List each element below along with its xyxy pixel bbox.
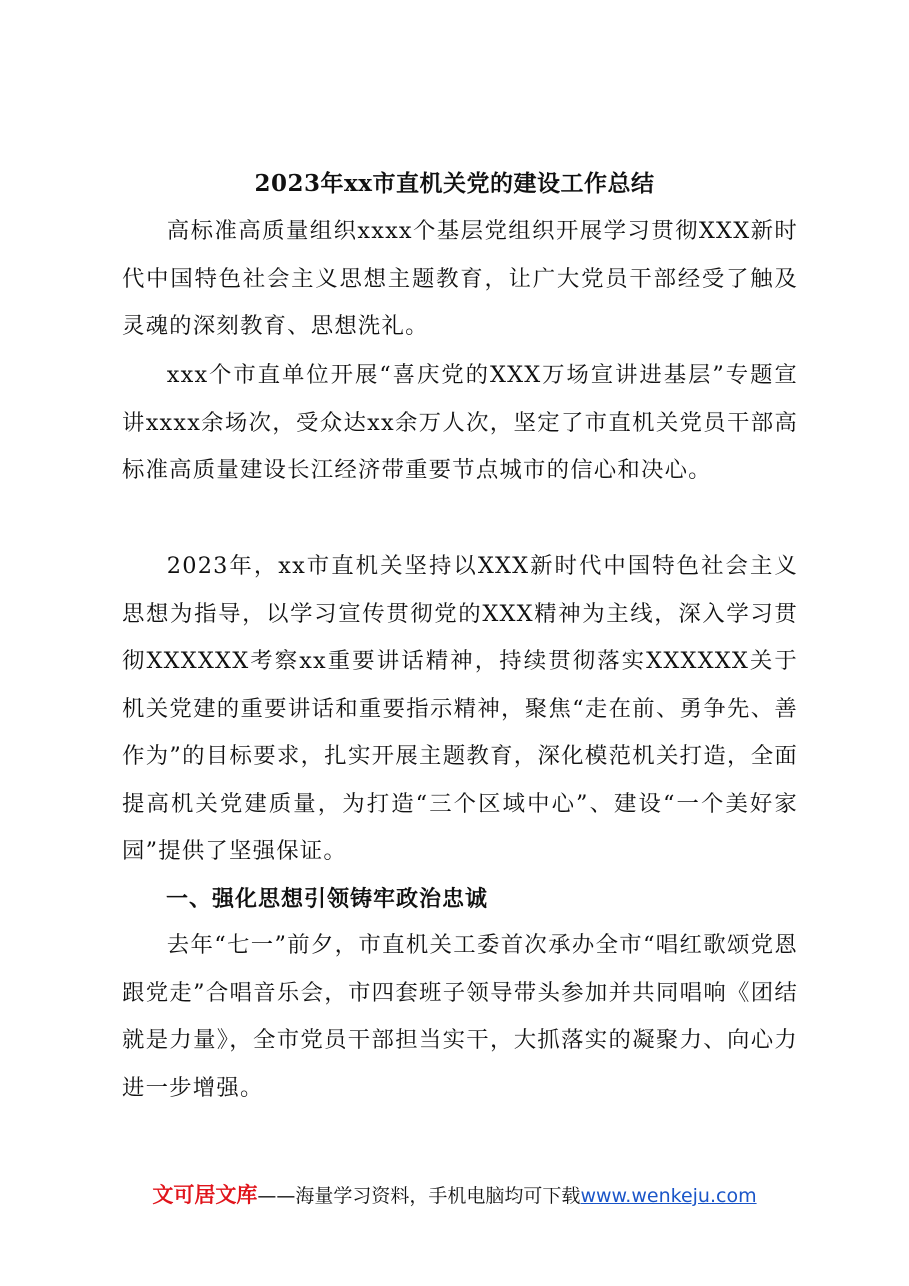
section-heading: 一、强化思想引领铸牢政治忠诚: [166, 887, 489, 912]
footer-slogan: ——海量学习资料，手机电脑均可下载: [257, 1185, 581, 1207]
paragraph-1: 高标准高质量组织xxxx个基层党组织开展学习贯彻XXX新时代中国特色社会主义思想主题教育，让广大党员干部经受了触及灵魂的深刻教育、思想洗礼。: [122, 218, 798, 339]
paragraph-2: xxx个市直单位开展“喜庆党的XXX万场宣讲进基层”专题宣讲xxxx余场次，受众达xx余万人次，坚定了市直机关党员干部高标准高质量建设长江经济带重要节点城市的信心和决心。: [122, 362, 798, 483]
document-title: 2023年xx市直机关党的建设工作总结: [254, 170, 655, 197]
footer-brand: 文可居文库: [152, 1183, 258, 1207]
paragraph-3: 2023年，xx市直机关坚持以XXX新时代中国特色社会主义思想为指导，以学习宣传贯彻党的XXX精神为主线，深入学习贯彻XXXXXX考察xx重要讲话精神，持续贯彻落实XXXXXX关于机关党建的重要讲话和重要指示精神，聚焦“走在前、勇争先、善作为”的目标要求，扎实开展主题教育，深化模范机关打造，全面提高机关党建质量，为打造“三个区域中心”、建设“一个美好家园”提供了坚强保证。: [122, 553, 798, 864]
footer-banner: [0, 1180, 909, 1211]
section-paragraph: 去年“七一”前夕，市直机关工委首次承办全市“唱红歌颂党恩跟党走”合唱音乐会，市四套班子领导带头参加并共同唱响《团结就是力量》，全市党员干部担当实干，大抓落实的凝聚力、向心力进一步增强。: [122, 932, 798, 1101]
footer-link[interactable]: www.wenkeju.com: [580, 1185, 757, 1207]
